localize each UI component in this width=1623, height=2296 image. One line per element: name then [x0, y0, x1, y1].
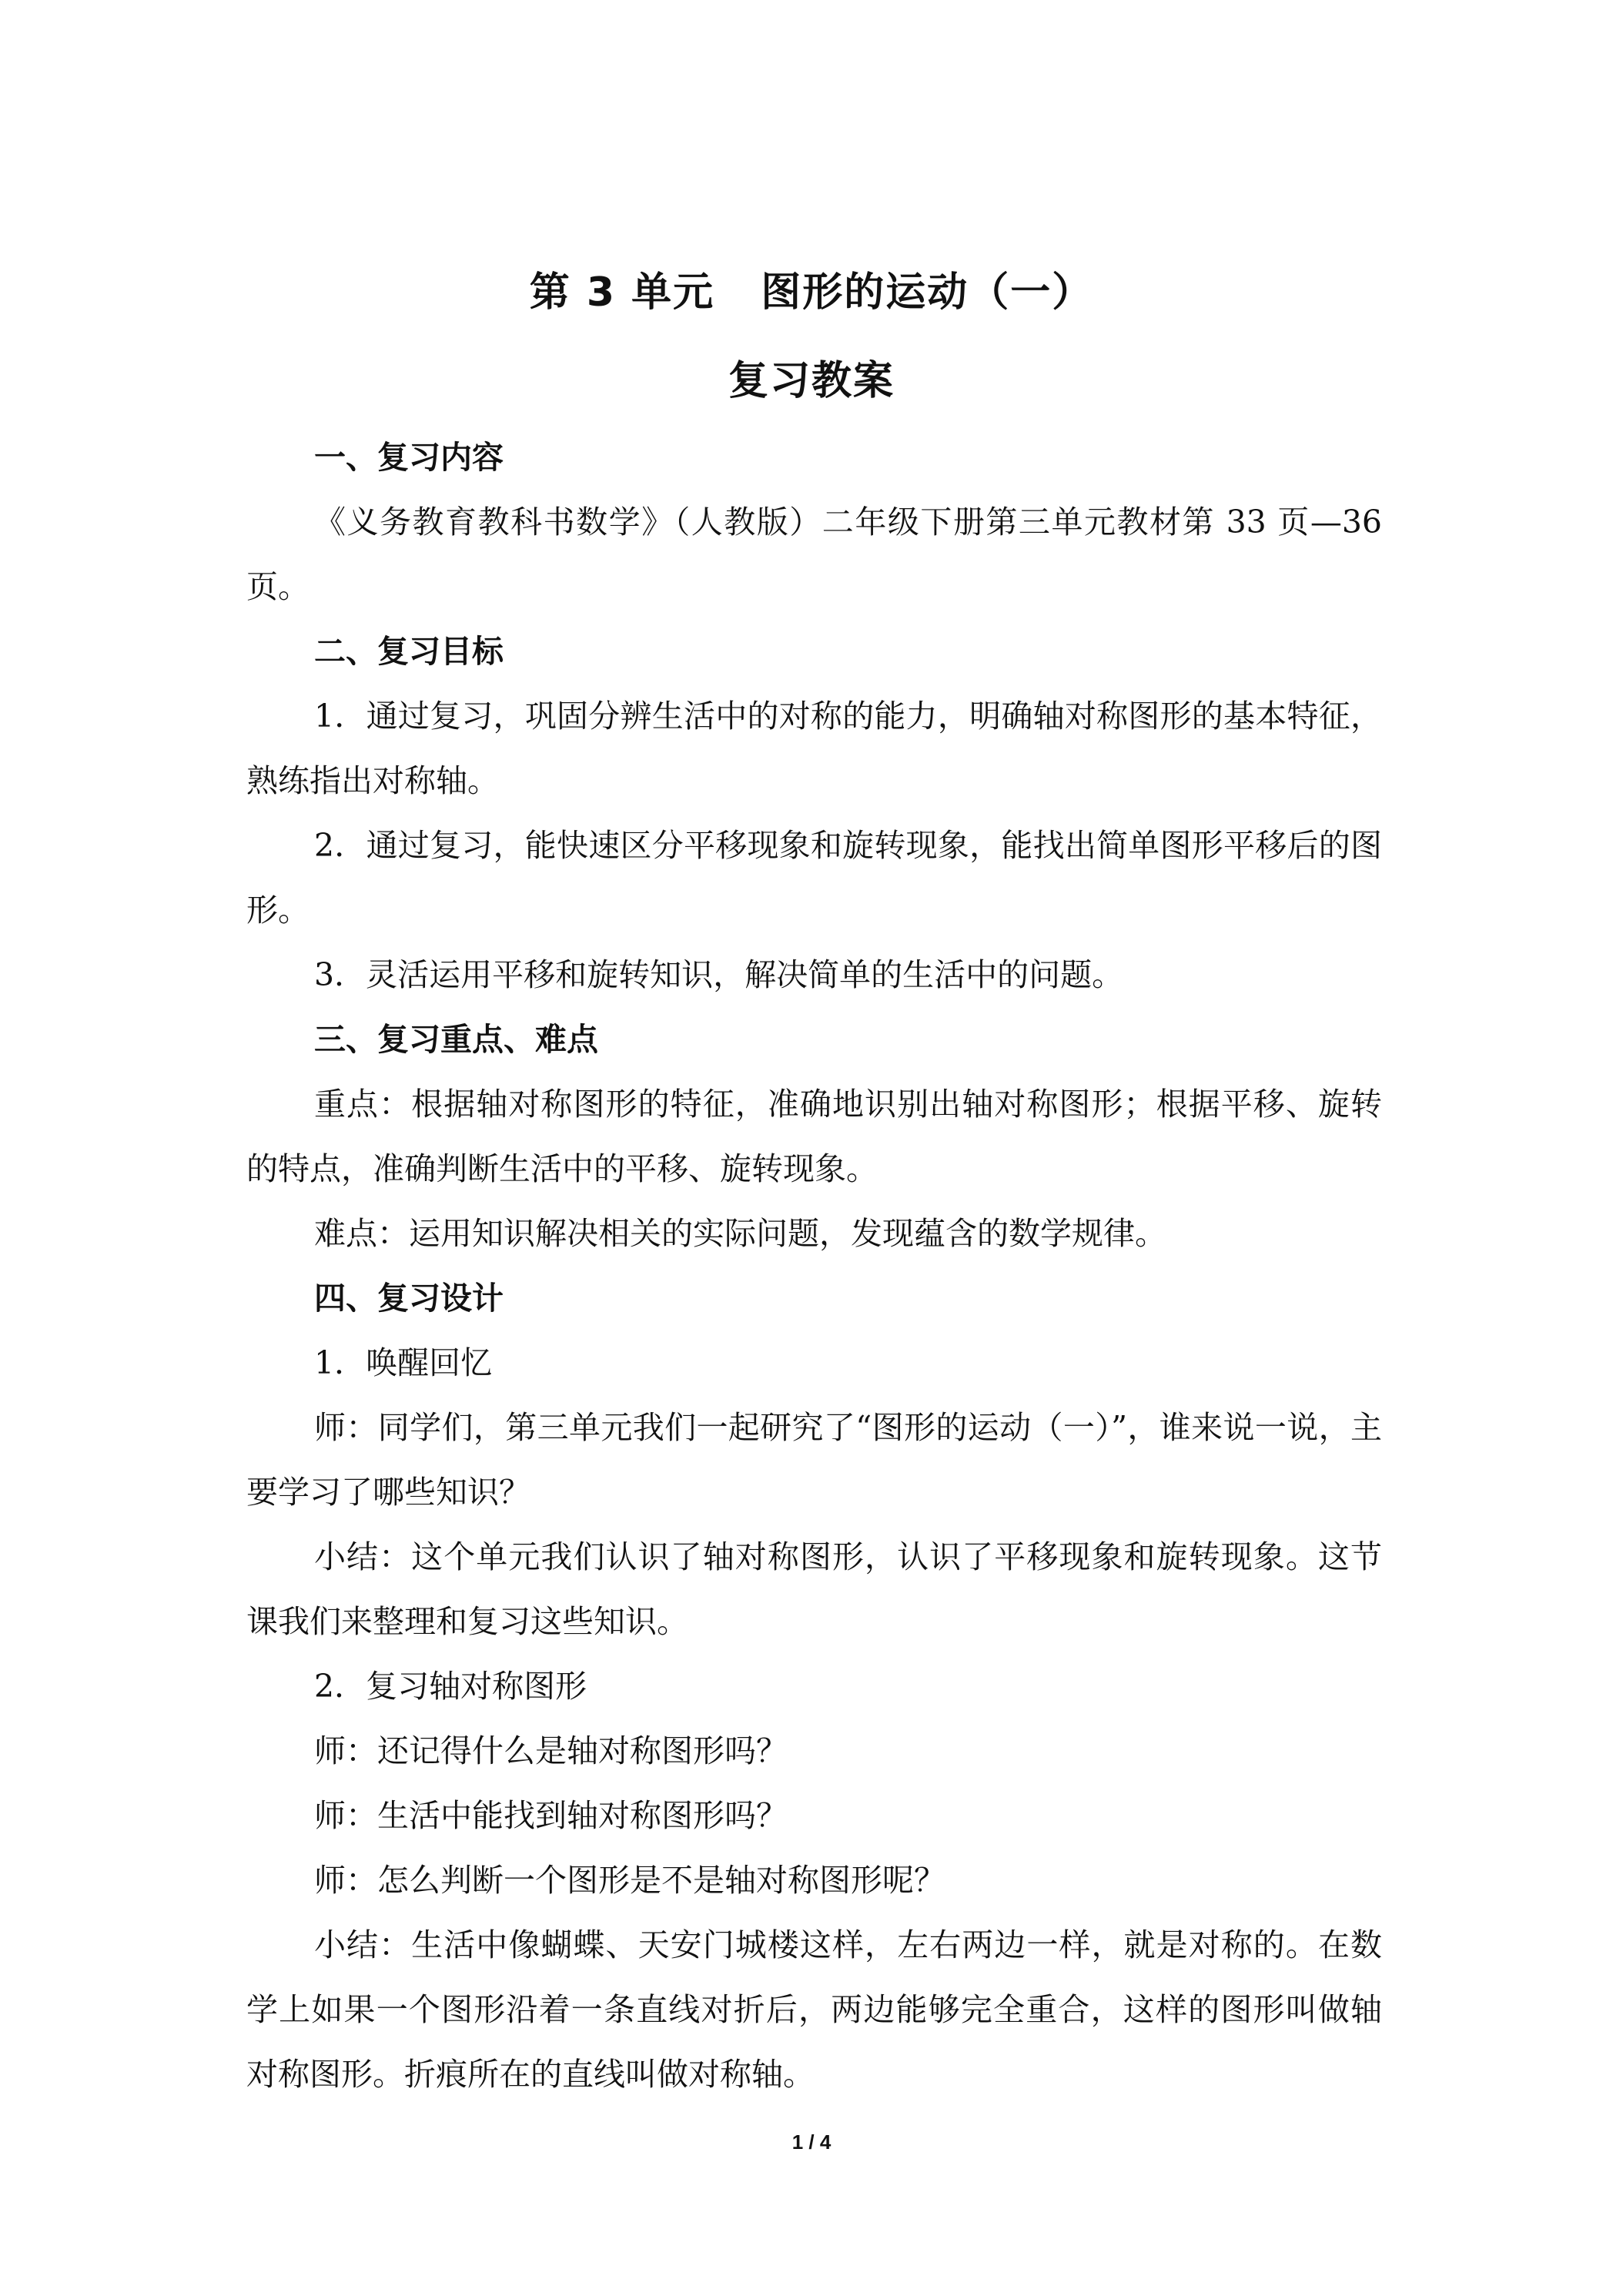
document-title	[0, 262, 1623, 323]
paragraph-teacher-2: 师：还记得什么是轴对称图形吗？	[314, 1732, 788, 1769]
paragraph-goal-2: 2．通过复习，能快速区分平移现象和旋转现象，能找出简单图形平移后的图形。	[246, 827, 1382, 929]
paragraph-summary-1: 小结：这个单元我们认识了轴对称图形，认识了平移现象和旋转现象。这节课我们来整理和复习这些知识。	[246, 1538, 1382, 1640]
paragraph-teacher-4: 师：怎么判断一个图形是不是轴对称图形呢？	[314, 1862, 945, 1899]
page-number: 1 / 4	[791, 2130, 832, 2154]
paragraph-teacher-3: 师：生活中能找到轴对称图形吗？	[314, 1797, 788, 1834]
document-subtitle: 复习教案	[728, 358, 895, 404]
paragraph-goal-1: 1．通过复习，巩固分辨生活中的对称的能力，明确轴对称图形的基本特征，熟练指出对称轴。	[246, 698, 1382, 799]
paragraph-key-point: 重点：根据轴对称图形的特征，准确地识别出轴对称图形；根据平移、旋转的特点，准确判断生活中的平移、旋转现象。	[246, 1086, 1382, 1187]
paragraph-step-1: 1．唤醒回忆	[314, 1344, 493, 1381]
section-heading-goals: 二、复习目标	[314, 633, 504, 670]
document-body	[246, 425, 1382, 2107]
section-heading-content: 一、复习内容	[314, 439, 504, 476]
paragraph-summary-2: 小结：生活中像蝴蝶、天安门城楼这样，左右两边一样，就是对称的。在数学上如果一个图形沿着一条直线对折后，两边能够完全重合，这样的图形叫做轴对称图形。折痕所在的直线叫做对称轴。	[246, 1926, 1382, 2093]
paragraph-difficulty: 难点：运用知识解决相关的实际问题，发现蕴含的数学规律。	[314, 1215, 1166, 1252]
paragraph-goal-3: 3．灵活运用平移和旋转知识，解决简单的生活中的问题。	[314, 956, 1124, 993]
title-unit: 第 3 单元	[529, 269, 715, 316]
title-topic: 图形的运动（一）	[761, 269, 1094, 316]
paragraph-teacher-1: 师：同学们，第三单元我们一起研究了“图形的运动（一）”，谁来说一说，主要学习了哪些知识？	[246, 1409, 1382, 1511]
paragraph-content: 《义务教育教科书数学》（人教版）二年级下册第三单元教材第 33 页—36 页。	[246, 504, 1382, 605]
paragraph-step-2: 2．复习轴对称图形	[314, 1668, 587, 1705]
section-heading-key-points: 三、复习重点、难点	[314, 1021, 598, 1058]
section-heading-design: 四、复习设计	[314, 1280, 504, 1317]
